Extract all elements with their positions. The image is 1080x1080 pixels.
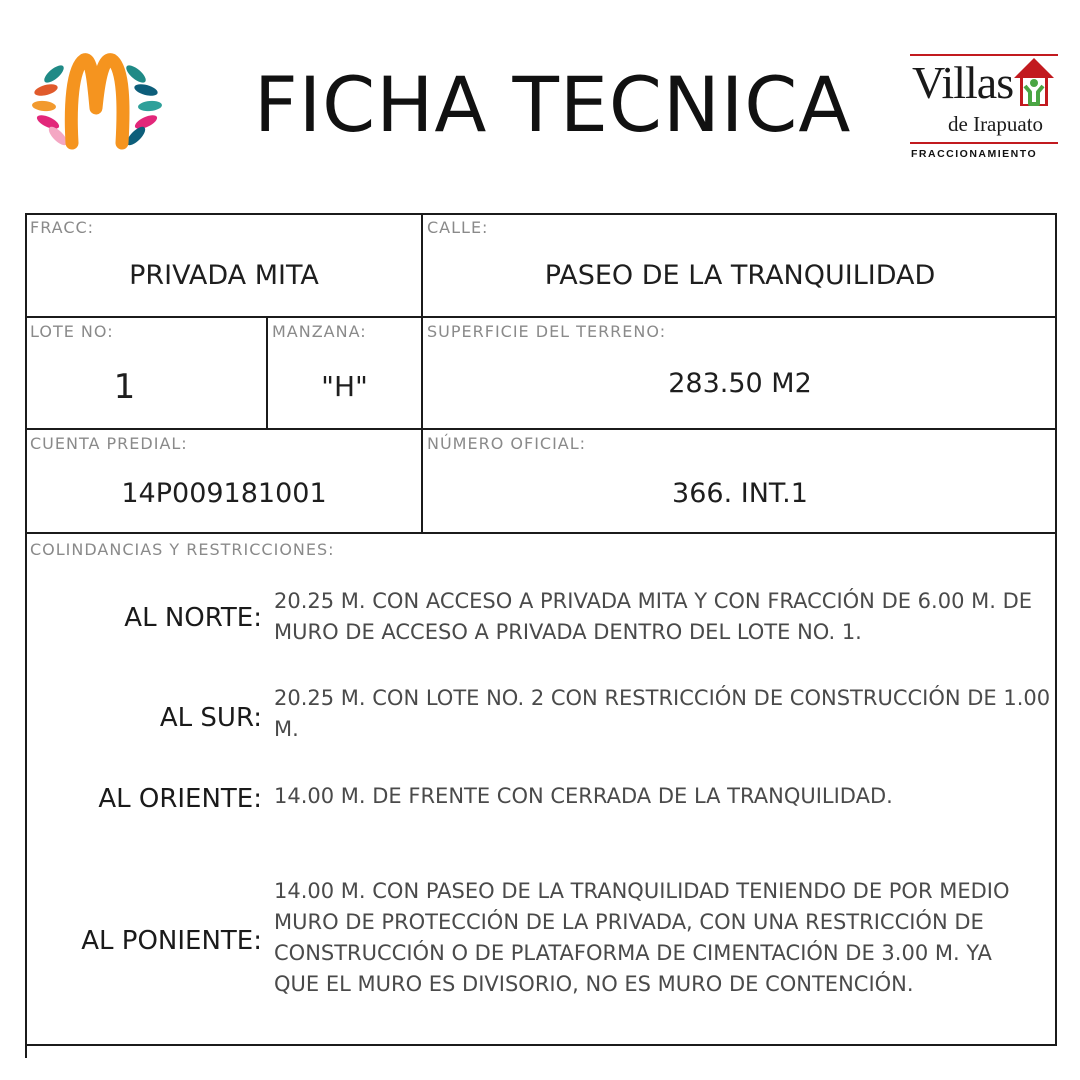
- fracc-value: PRIVADA MITA: [129, 260, 319, 291]
- lote-label: LOTE NO:: [30, 322, 114, 341]
- poniente-description: 14.00 M. CON PASEO DE LA TRANQUILIDAD TENIENDO DE POR MEDIO MURO DE PROTECCIÓN DE LA PRIVADA, CON UNA RESTRICCIÓN DE CONSTRUCCIÓN O DE PLATAFORMA DE CIMENTACIÓN DE 3.00 M. YA QUE EL MURO ES DIVISORIO, NO ES MURO DE CONTENCIÓN.: [274, 879, 1010, 996]
- manzana-value: "H": [321, 370, 368, 403]
- numero-oficial-value: 366. INT.1: [672, 478, 808, 509]
- row-divider: [25, 532, 1057, 534]
- numero-oficial-label: NÚMERO OFICIAL:: [427, 434, 587, 453]
- page-title: FICHA TECNICA: [254, 60, 852, 149]
- oriente-description: 14.00 M. DE FRENTE CON CERRADA DE LA TRANQUILIDAD.: [274, 784, 893, 808]
- calle-value: PASEO DE LA TRANQUILIDAD: [544, 260, 936, 291]
- fracc-label: FRACC:: [30, 218, 95, 237]
- calle-label: CALLE:: [427, 218, 489, 237]
- logo-bottom-rule: [910, 142, 1058, 144]
- norte-direction: AL NORTE:: [124, 603, 262, 633]
- sur-direction: AL SUR:: [159, 703, 262, 733]
- cuenta-predial-value: 14P009181001: [121, 478, 327, 509]
- logo-subtitle: de Irapuato: [948, 112, 1044, 136]
- brand-logo-right: [908, 54, 1060, 164]
- house-person-icon: [1012, 56, 1056, 108]
- colindancias-label: COLINDANCIAS Y RESTRICCIONES:: [30, 540, 335, 559]
- stylized-m-flower-logo-icon: [32, 48, 162, 160]
- poniente-direction: AL PONIENTE:: [81, 926, 262, 956]
- lote-value: 1: [113, 367, 136, 407]
- cuenta-predial-label: CUENTA PREDIAL:: [30, 434, 188, 453]
- row-divider: [25, 428, 1057, 430]
- row-divider: [25, 316, 1057, 318]
- manzana-label: MANZANA:: [272, 322, 367, 341]
- superficie-value: 283.50 M2: [668, 368, 812, 399]
- logo-tagline: FRACCIONAMIENTO: [911, 148, 1038, 160]
- logo-brand-text: Villas: [912, 57, 1014, 108]
- brand-logo-left: [32, 48, 162, 160]
- norte-description: 20.25 M. CON ACCESO A PRIVADA MITA Y CON FRACCIÓN DE 6.00 M. DE MURO DE ACCESO A PRIVADA DENTRO DEL LOTE NO. 1.: [274, 589, 1033, 644]
- superficie-label: SUPERFICIE DEL TERRENO:: [427, 322, 667, 341]
- table-edge-stub: [25, 1044, 27, 1058]
- oriente-direction: AL ORIENTE:: [98, 784, 262, 814]
- sur-description: 20.25 M. CON LOTE NO. 2 CON RESTRICCIÓN DE CONSTRUCCIÓN DE 1.00 M.: [274, 686, 1051, 741]
